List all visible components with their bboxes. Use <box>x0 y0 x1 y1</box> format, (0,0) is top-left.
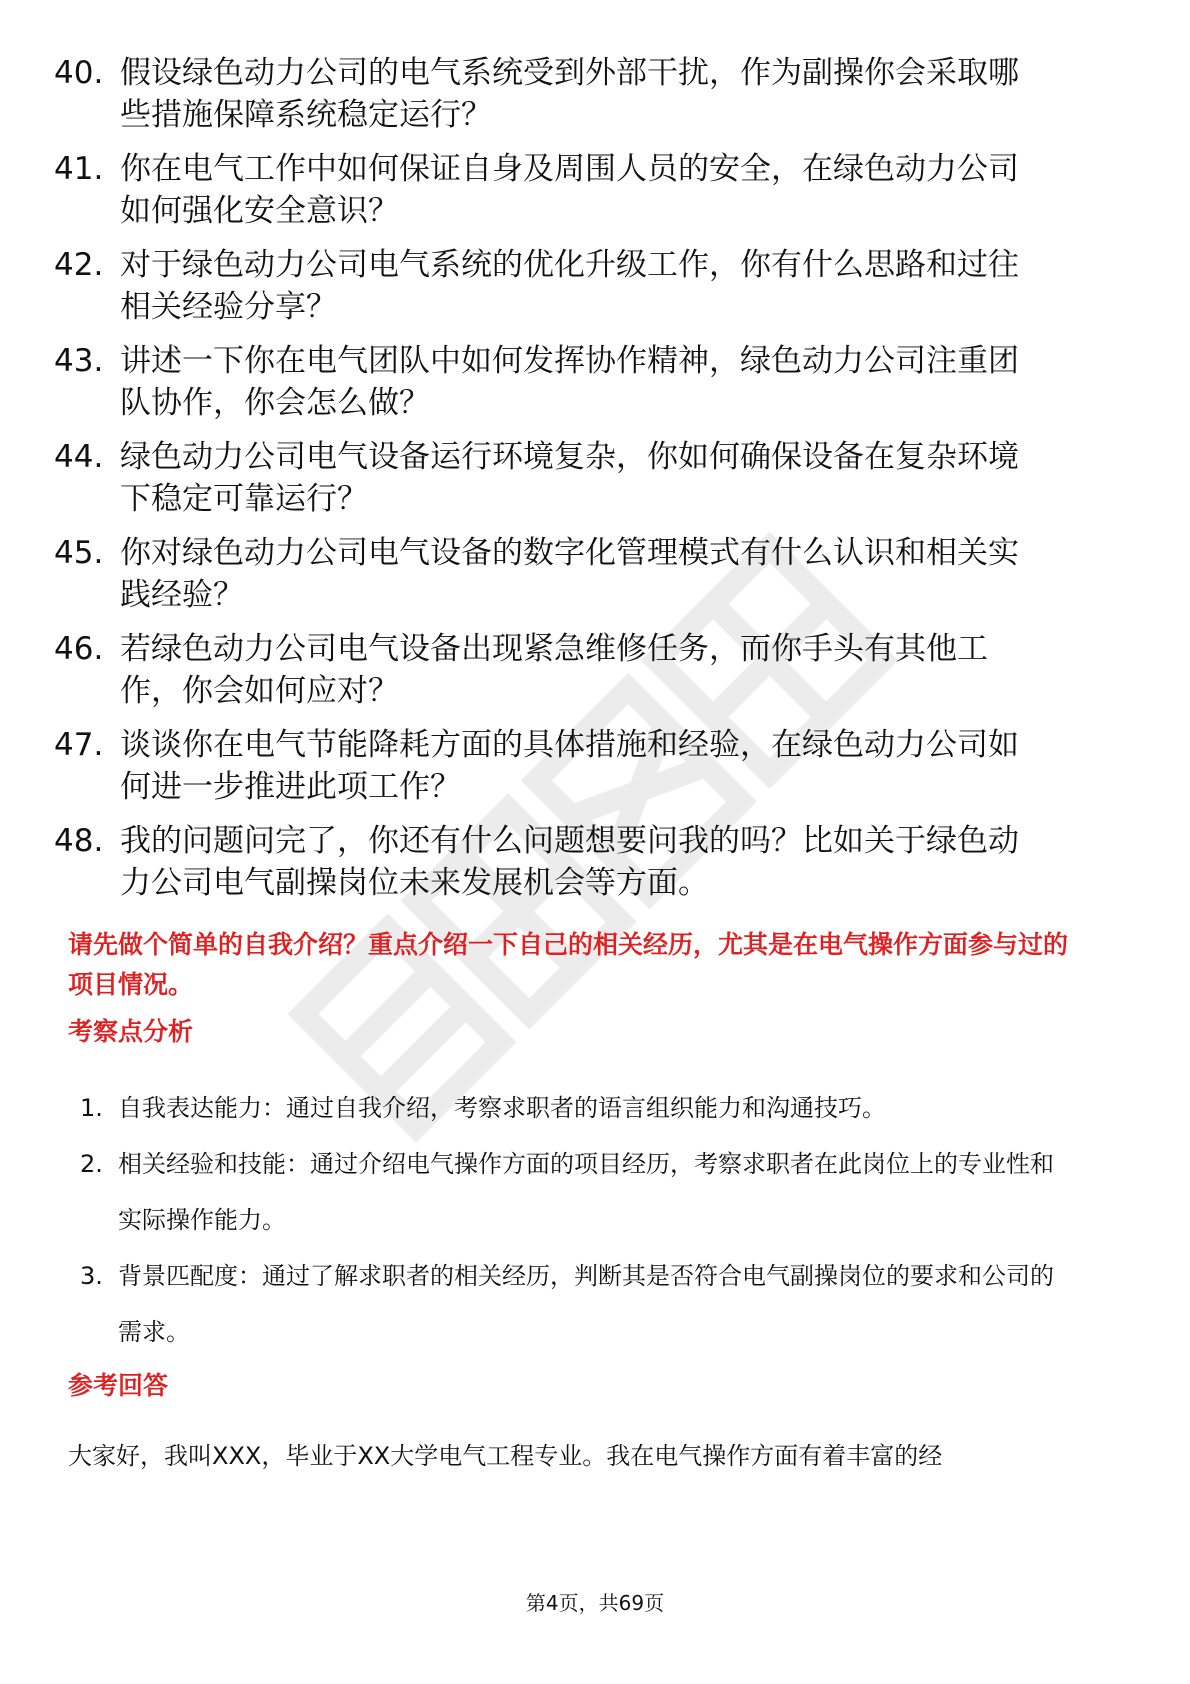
question-text: 你在电气工作中如何保证自身及周围人员的安全，在绿色动力公司如何强化安全意识？ <box>120 151 1019 229</box>
question-text: 若绿色动力公司电气设备出现紧急维修任务，而你手头有其他工作，你会如何应对？ <box>120 631 988 709</box>
question-number: 46. <box>54 631 104 667</box>
analysis-number: 1. <box>80 1094 103 1122</box>
question-number: 44. <box>54 439 104 475</box>
question-item <box>54 628 1134 712</box>
question-number: 43. <box>54 343 104 379</box>
question-text: 我的问题问完了，你还有什么问题想要问我的吗？比如关于绿色动力公司电气副操岗位未来发展机会等方面。 <box>120 823 1019 901</box>
analysis-text: 相关经验和技能：通过介绍电气操作方面的项目经历，考察求职者在此岗位上的专业性和实际操作能力。 <box>118 1150 1054 1234</box>
question-item <box>54 820 1134 904</box>
question-number: 41. <box>54 151 104 187</box>
question-number: 47. <box>54 727 104 763</box>
page-footer: 第4页，共69页 <box>525 1591 665 1615</box>
analysis-item <box>80 1080 1070 1136</box>
question-number: 45. <box>54 535 104 571</box>
question-list <box>54 52 1134 916</box>
analysis-list <box>80 1080 1070 1360</box>
question-item <box>54 532 1134 616</box>
analysis-text: 自我表达能力：通过自我介绍，考察求职者的语言组织能力和沟通技巧。 <box>118 1094 886 1122</box>
question-item <box>54 436 1134 520</box>
question-item <box>54 148 1134 232</box>
question-item <box>54 244 1134 328</box>
question-item <box>54 724 1134 808</box>
analysis-title: 考察点分析 <box>68 1017 194 1046</box>
question-number: 48. <box>54 823 104 859</box>
analysis-number: 2. <box>80 1150 103 1178</box>
question-text: 绿色动力公司电气设备运行环境复杂，你如何确保设备在复杂环境下稳定可靠运行？ <box>120 439 1019 517</box>
question-text: 讲述一下你在电气团队中如何发挥协作精神，绿色动力公司注重团队协作，你会怎么做？ <box>120 343 1019 421</box>
analysis-item <box>80 1136 1070 1248</box>
question-number: 42. <box>54 247 104 283</box>
reference-answer: 大家好，我叫XXX，毕业于XX大学电气工程专业。我在电气操作方面有着丰富的经 <box>68 1442 943 1470</box>
question-number: 40. <box>54 55 104 91</box>
reference-title: 参考回答 <box>68 1371 169 1400</box>
question-text: 对于绿色动力公司电气系统的优化升级工作，你有什么思路和过往相关经验分享？ <box>120 247 1019 325</box>
analysis-text: 背景匹配度：通过了解求职者的相关经历，判断其是否符合电气副操岗位的要求和公司的需求。 <box>118 1262 1054 1346</box>
question-text: 假设绿色动力公司的电气系统受到外部干扰，作为副操你会采取哪些措施保障系统稳定运行？ <box>120 55 1019 133</box>
question-text: 你对绿色动力公司电气设备的数字化管理模式有什么认识和相关实践经验？ <box>120 535 1019 613</box>
question-item <box>54 52 1134 136</box>
question-item <box>54 340 1134 424</box>
question-text: 谈谈你在电气节能降耗方面的具体措施和经验，在绿色动力公司如何进一步推进此项工作？ <box>120 727 1019 805</box>
analysis-number: 3. <box>80 1262 103 1290</box>
analysis-item <box>80 1248 1070 1360</box>
highlight-question: 请先做个简单的自我介绍？重点介绍一下自己的相关经历，尤其是在电气操作方面参与过的项目情况。 <box>68 930 1069 999</box>
